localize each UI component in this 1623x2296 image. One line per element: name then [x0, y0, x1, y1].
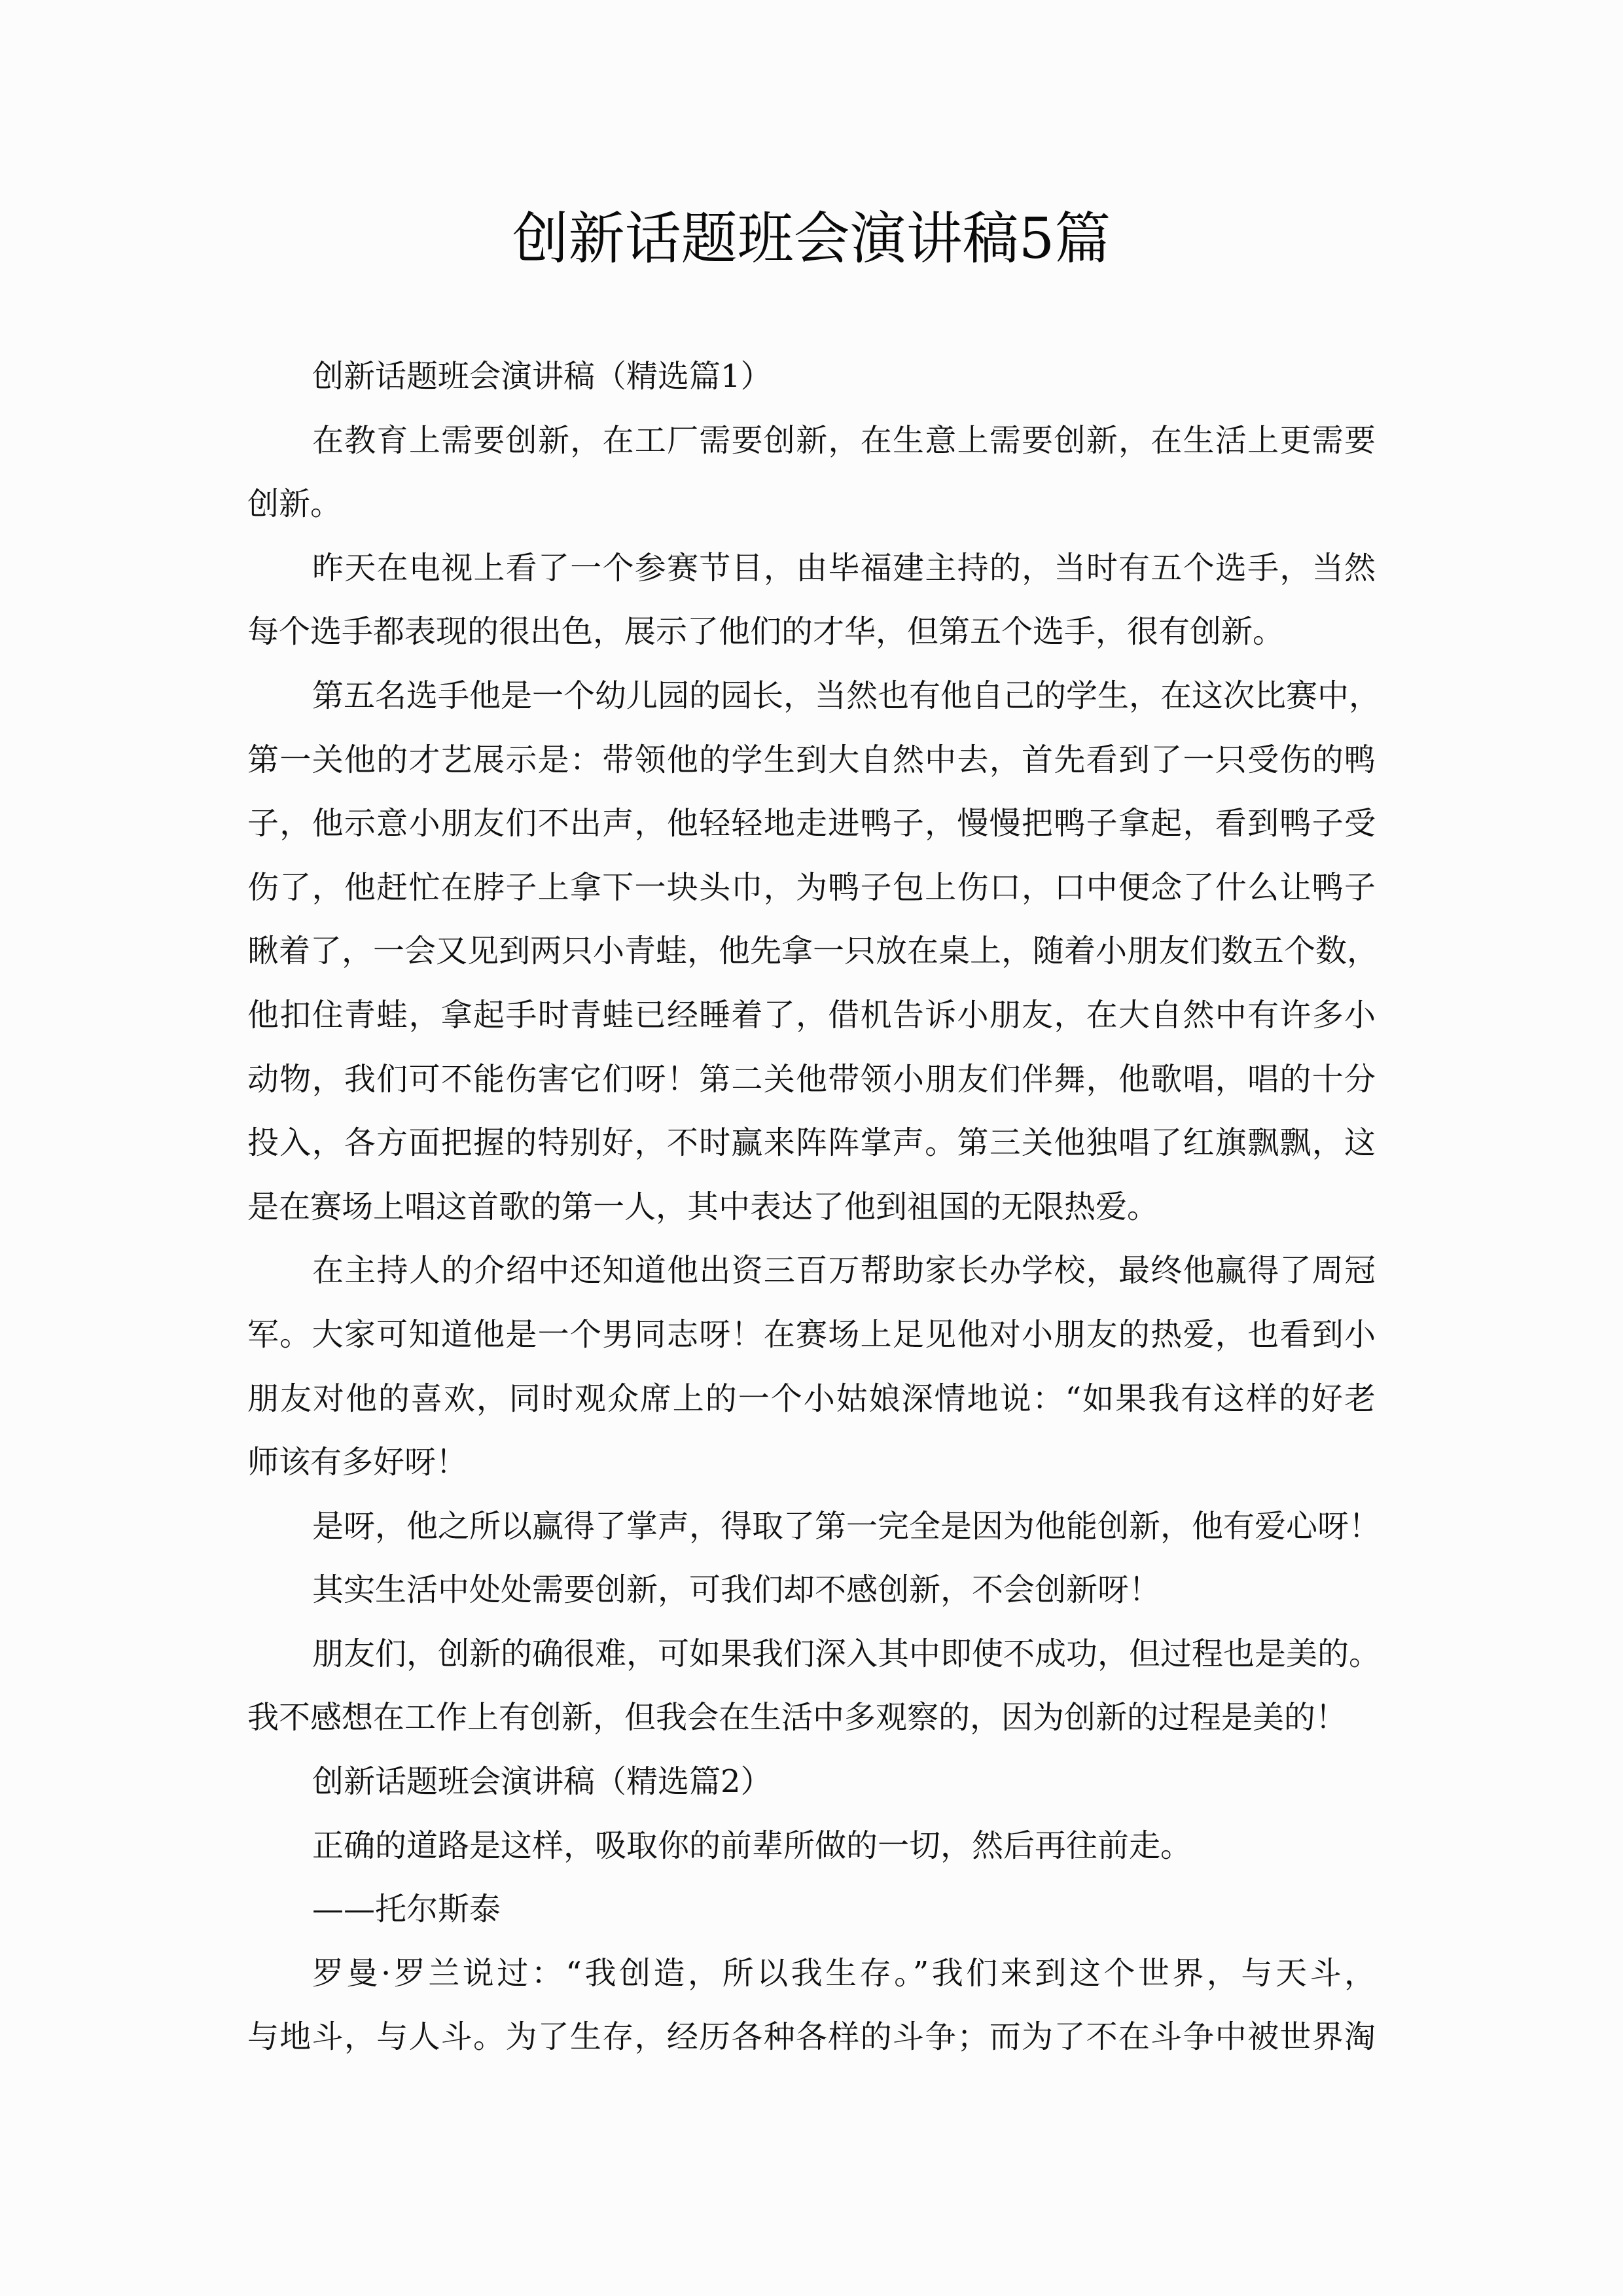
paragraph-4-line-3: 朋友对他的喜欢，同时观众席上的一个小姑娘深情地说：“如果我有这样的好老: [247, 1380, 1376, 1417]
quote-attribution: ——托尔斯泰: [312, 1891, 501, 1928]
paragraph-3-line-2: 第一关他的才艺展示是：带领他的学生到大自然中去，首先看到了一只受伤的鸭: [247, 741, 1376, 778]
paragraph-1-line-2: 创新。: [247, 486, 342, 523]
paragraph-3-line-5: 瞅着了，一会又见到两只小青蛙，他先拿一只放在桌上，随着小朋友们数五个数，: [247, 933, 1379, 970]
paragraph-9-line-2: 与地斗，与人斗。为了生存，经历各种各样的斗争；而为了不在斗争中被世界淘: [247, 2018, 1376, 2056]
paragraph-9-line-1: 罗曼·罗兰说过：“我创造，所以我生存。”我们来到这个世界，与天斗，: [312, 1954, 1376, 1992]
paragraph-5-line-1: 是呀，他之所以赢得了掌声，得取了第一完全是因为他能创新，他有爱心呀！: [312, 1507, 1381, 1545]
paragraph-3-line-4: 伤了，他赶忙在脖子上拿下一块头巾，为鸭子包上伤口，口中便念了什么让鸭子: [247, 869, 1376, 906]
paragraph-4-line-2: 军。大家可知道他是一个男同志呀！在赛场上足见他对小朋友的热爱，也看到小: [247, 1316, 1376, 1353]
document-body: [247, 345, 1381, 2070]
paragraph-8-line-1: 正确的道路是这样，吸取你的前辈所做的一切，然后再往前走。: [312, 1827, 1192, 1864]
section-heading-2: 创新话题班会演讲稿（精选篇2）: [312, 1763, 772, 1801]
paragraph-3-line-1: 第五名选手他是一个幼儿园的园长，当然也有他自己的学生，在这次比赛中，: [312, 677, 1381, 714]
paragraph-3-line-6: 他扣住青蛙，拿起手时青蛙已经睡着了，借机告诉小朋友，在大自然中有许多小: [247, 996, 1376, 1033]
paragraph-6-line-1: 其实生活中处处需要创新，可我们却不感创新，不会创新呀！: [312, 1571, 1161, 1609]
paragraph-3-line-8: 投入，各方面把握的特别好，不时赢来阵阵掌声。第三关他独唱了红旗飘飘，这: [247, 1124, 1376, 1162]
paragraph-2-line-2: 每个选手都表现的很出色，展示了他们的才华，但第五个选手，很有创新。: [247, 613, 1285, 651]
paragraph-4-line-1: 在主持人的介绍中还知道他出资三百万帮助家长办学校，最终他赢得了周冠: [312, 1252, 1376, 1289]
paragraph-3-line-9: 是在赛场上唱这首歌的第一人，其中表达了他到祖国的无限热爱。: [247, 1188, 1159, 1225]
paragraph-7-line-1: 朋友们，创新的确很难，可如果我们深入其中即使不成功，但过程也是美的。: [312, 1635, 1381, 1672]
section-heading-1: 创新话题班会演讲稿（精选篇1）: [312, 358, 772, 395]
paragraph-3-line-7: 动物，我们可不能伤害它们呀！第二关他带领小朋友们伴舞，他歌唱，唱的十分: [247, 1060, 1376, 1098]
paragraph-4-line-4: 师该有多好呀！: [247, 1444, 468, 1481]
paragraph-7-line-2: 我不感想在工作上有创新，但我会在生活中多观察的，因为创新的过程是美的！: [247, 1699, 1347, 1736]
paragraph-2-line-1: 昨天在电视上看了一个参赛节目，由毕福建主持的，当时有五个选手，当然: [312, 549, 1376, 586]
document-title: 创新话题班会演讲稿5篇: [512, 206, 1111, 272]
paragraph-1-line-1: 在教育上需要创新，在工厂需要创新，在生意上需要创新，在生活上更需要: [312, 422, 1376, 459]
paragraph-3-line-3: 子，他示意小朋友们不出声，他轻轻地走进鸭子，慢慢把鸭子拿起，看到鸭子受: [247, 805, 1376, 842]
